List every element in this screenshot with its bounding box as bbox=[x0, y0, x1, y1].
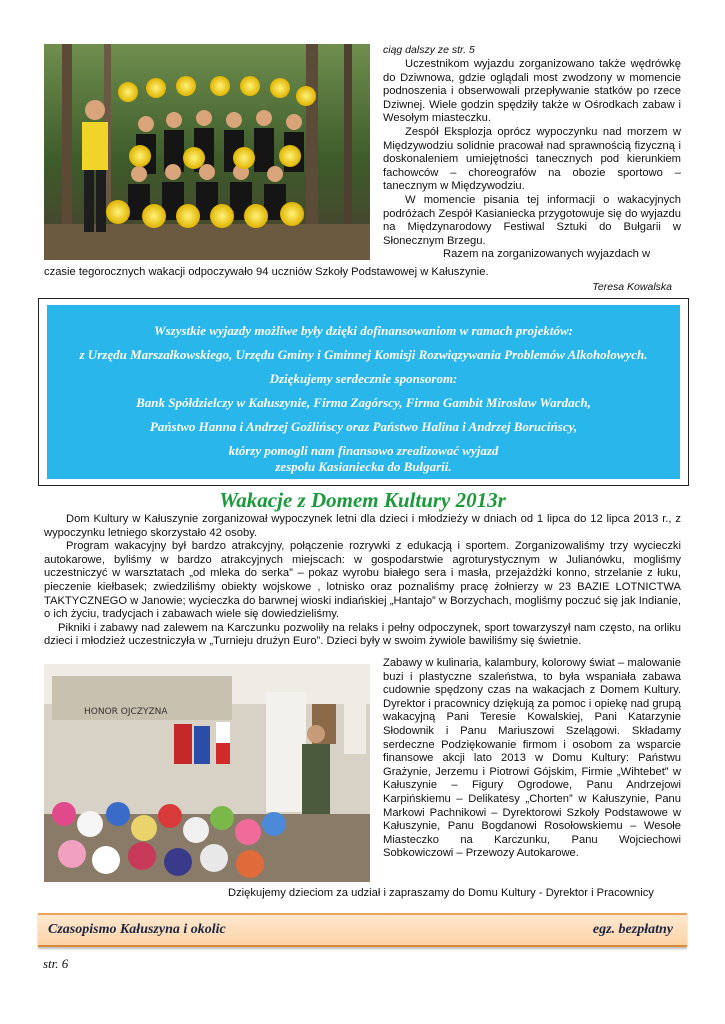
dance-group-image bbox=[44, 44, 370, 260]
top-paragraph-3: W momencie pisania tej informacji o wakacyjnych podróżach Zespół Kasianiecka przygotowuje się do wyjazdu na Międzynarodowy Festiwal Sztuki do Bułgarii w Słonecznym Brzegu. bbox=[383, 193, 681, 247]
footer-bar bbox=[38, 913, 687, 947]
article-title: Wakacje z Domem Kultury 2013r bbox=[219, 488, 506, 512]
top-paragraph-4: Razem na zorganizowanych wyjazdach w bbox=[443, 248, 651, 261]
top-article-body bbox=[383, 58, 681, 262]
continuation-note: ciąg dalszy ze str. 5 bbox=[383, 44, 475, 56]
children-museum-image bbox=[44, 664, 370, 882]
sponsor-line-7: zespołu Kasianiecka do Bułgarii. bbox=[275, 459, 452, 474]
top-paragraph-1: Uczestnikom wyjazdu zorganizowano także wędrówkę do Dziwnowa, gdzie oglądali most zwodzony w momencie podnoszenia i obserwowali przepływanie statków po rzece Dziwnej. Wiele godzin spędziły także w Ośrodkach zabaw i Wesołym miasteczku. bbox=[383, 58, 681, 125]
article-author: Teresa Kowalska bbox=[592, 281, 672, 293]
article2-column bbox=[383, 657, 681, 861]
article2-intro bbox=[44, 513, 681, 649]
sponsor-line-4: Bank Spółdzielczy w Kałuszynie, Firma Zagórscy, Firma Gambit Mirosław Wardach, bbox=[136, 395, 591, 410]
top-paragraph-5: czasie tegorocznych wakacji odpoczywało 94 uczniów Szkoły Podstawowej w Kałuszynie. bbox=[44, 266, 489, 278]
svg-text:HONOR OJCZYZNA: HONOR OJCZYZNA bbox=[84, 707, 168, 717]
sponsor-line-5: Państwo Hanna i Andrzej Goźlińscy oraz Państwo Halina i Andrzej Borucińscy, bbox=[149, 419, 578, 434]
article2-paragraph-2: Program wakacyjny był bardzo atrakcyjny, połączenie rozrywki z edukacją i sportem. Zorganizowaliśmy trzy wycieczki autokarowe, byliśmy w bardzo atrakcyjnych miejscach: w gospodarstwie agroturystycznym w Julianówku, mogliśmy uczestniczyć w warsztatach „od mleka do serka” – pokaz wyrobu białego sera i masła, przejażdżki konno, strzelanie z łuku, pieczenie kiełbasek; zwiedziliśmy obiekty wojskowe , lotnisko oraz poznaliśmy pracę żołnierzy w 23 BAZIE LOTNICTWA TAKTYCZNEGO w Janowie; wycieczka do barwnej wioski indiańskiej „Hantajo” w Borzychach, mogliśmy poczuć się jak Indianie, o ich życiu, tradycjach i zabawach wiele się dowiedzieliśmy. bbox=[44, 540, 681, 621]
sponsor-line-2: z Urzędu Marszałkowskiego, Urzędu Gminy i Gminnej Komisji Rozwiązywania Problemów Alkoholowych. bbox=[79, 347, 648, 362]
children-museum-photo bbox=[44, 664, 370, 882]
article2-paragraph-1: Dom Kultury w Kałuszynie zorganizował wypoczynek letni dla dzieci i młodzieży w dniach od 1 lipca do 12 lipca 2013 r., z wypoczynku letniego skorzystało 42 osoby. bbox=[44, 513, 681, 539]
footer-free-copy: egz. bezpłatny bbox=[592, 922, 673, 937]
footer-magazine-name: Czasopismo Kałuszyna i okolic bbox=[48, 922, 226, 937]
article2-closing: Dziękujemy dzieciom za udział i zapraszamy do Domu Kultury - Dyrektor i Pracownicy bbox=[228, 887, 654, 899]
top-paragraph-2: Zespół Eksplozja oprócz wypoczynku nad morzem w Międzywodziu solidnie pracował nad sprawnością fizyczną i doskonaleniem umiejętności tanecznych pod kierunkiem fachowców – choreografów na obozie sportowo – tanecznym w Międzywodziu. bbox=[383, 125, 681, 193]
dance-group-photo bbox=[44, 44, 370, 260]
article2-paragraph-3: Pikniki i zabawy nad zalewem na Karczunku pozwoliły na relaks i pełny odpoczynek, sport towarzyszył nam często, na orliku dzieci i młodzież uczestniczyła w „Turnieju drużyn Euro”. Dzieci były w swoim żywiole bawiliśmy się świetnie. bbox=[44, 621, 681, 648]
sponsor-box bbox=[38, 298, 689, 486]
sponsor-line-1: Wszystkie wyjazdy możliwe były dzięki dofinansowaniom w ramach projektów: bbox=[154, 323, 573, 338]
sponsor-box-inner bbox=[47, 305, 680, 479]
sponsor-line-3: Dziękujemy serdecznie sponsorom: bbox=[269, 371, 458, 386]
sponsor-line-6: którzy pomogli nam finansowo zrealizować wyjazd bbox=[228, 443, 499, 458]
article2-column-text: Zabawy w kulinaria, kalambury, kolorowy świat – malowanie buzi i plastyczne szaleństwa, to była wspaniała zabawa cudownie spędzony czas na wakacjach z Domem Kultury. Dyrektor i pracownicy dziękują za pomoc i opiekę nad grupą wakacyjną Pani Teresie Kowalskiej, Pani Katarzynie Słodownik i Panu Mariuszowi Szelągowi. Składamy serdeczne Podziękowanie firmom i osobom za wsparcie finansowe akcji lato 2013 w Domu Kultury: Państwu Grażynie, Jerzemu i Piotrowi Gójskim, Firmie „Wihtebet” w Kałuszynie – Figury Ogrodowe, Panu Andrzejowi Karpińskiemu – Delikatesy „Chorten” w Kałuszynie, Panu Markowi Pachnikowi – Dyrektorowi Szkoły Podstawowe w Kałuszynie, Panu Bogdanowi Rosołowskiemu – Wesołe Miasteczko na Karczunku, Panu Wojciechowi Sobkowiczowi – Przewozy Autokarowe. bbox=[383, 657, 681, 860]
page-number: str. 6 bbox=[43, 956, 69, 971]
